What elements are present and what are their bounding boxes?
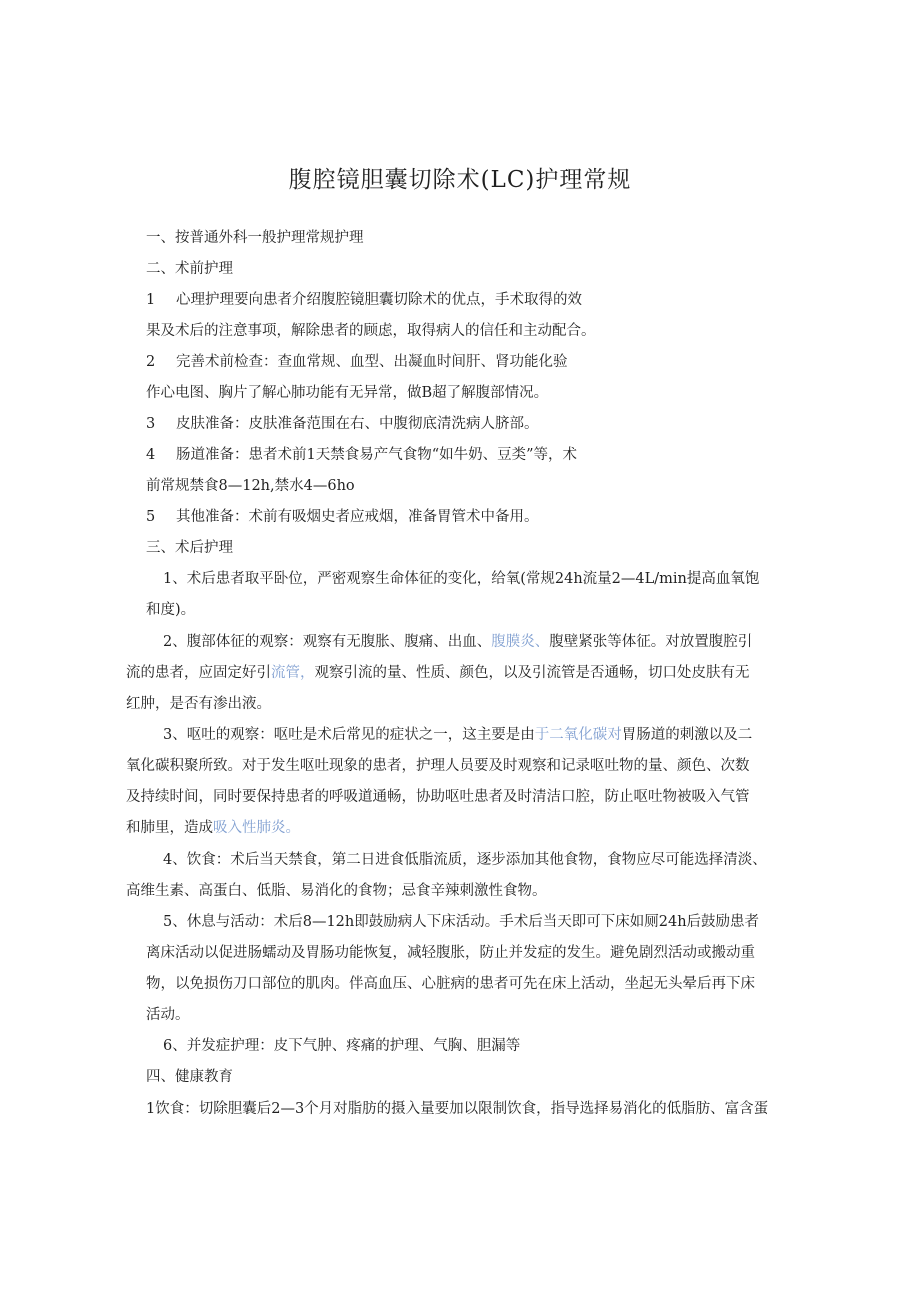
preop-item-1-text: 心理护理要向患者介绍腹腔镜胆囊切除术的优点，手术取得的效 (176, 292, 582, 308)
postop-2-text-b: 腹壁紧张等体征。对放置腹腔引 (549, 634, 753, 650)
postop-3-line-2: 氧化碳积聚所致。对于发生呕吐现象的患者，护理人员要及时观察和记录呕吐物的量、颜色、次数 (126, 758, 750, 774)
postop-3-line-1 (163, 720, 752, 751)
preop-item-5-text: 其他准备：术前有吸烟史者应戒烟，准备胃管术中备用。 (176, 509, 539, 525)
section-1-heading: 一、按普通外科一般护理常规护理 (146, 230, 364, 246)
postop-4-line-1: 4、饮食：术后当天禁食，第二日进食低脂流质，逐步添加其他食物，食物应尽可能选择清淡、 (163, 852, 767, 868)
preop-item-1 (146, 285, 582, 316)
drainage-tube-link[interactable]: 流管， (271, 665, 315, 681)
aspiration-pneumonia-link[interactable]: 吸入性肺炎。 (213, 820, 300, 836)
preop-item-2-cont: 作心电图、胸片了解心肺功能有无异常，做B超了解腹部情况。 (146, 385, 549, 401)
education-item-1: 1饮食：切除胆囊后2—3个月对脂肪的摄入量要加以限制饮食，指导选择易消化的低脂肪、富含蛋 (146, 1101, 769, 1117)
preop-item-5-num: 5 (146, 509, 156, 525)
postop-5-line-1: 5、休息与活动：术后8—12h即鼓励病人下床活动。手术后当天即可下床如厕24h后鼓励患者 (163, 914, 760, 930)
postop-2-line-1 (163, 627, 752, 658)
peritonitis-link[interactable]: 腹膜炎、 (491, 634, 550, 650)
section-2-heading: 二、术前护理 (146, 261, 233, 277)
postop-5-line-4: 活动。 (146, 1007, 190, 1023)
postop-6-line-1: 6、并发症护理：皮下气肿、疼痛的护理、气胸、胆漏等 (163, 1038, 521, 1054)
postop-5-line-3: 物，以免损伤刀口部位的肌肉。伴高血压、心脏病的患者可先在床上活动，坐起无头晕后再下床 (146, 976, 755, 992)
preop-item-3 (146, 409, 539, 440)
postop-1-line-2: 和度)。 (146, 602, 196, 618)
postop-2-text-c: 流的患者，应固定好引 (126, 665, 271, 681)
co2-link[interactable]: 于二氧化碳对 (534, 727, 622, 743)
document-title: 腹腔镜胆囊切除术(LC)护理常规 (288, 167, 632, 193)
postop-3-text-b: 胃肠道的刺激以及二 (621, 727, 753, 743)
preop-item-4-num: 4 (146, 447, 156, 463)
preop-item-3-num: 3 (146, 416, 156, 432)
postop-2-line-2 (126, 658, 750, 689)
postop-2-text-a: 2、腹部体征的观察：观察有无腹胀、腹痛、出血、 (163, 634, 492, 650)
postop-3-text-c: 和肺里，造成 (126, 820, 213, 836)
preop-item-1-num: 1 (146, 292, 156, 308)
postop-1-line-1: 1、术后患者取平卧位，严密观察生命体征的变化，给氧(常规24h流量2—4L/min提高血氧饱 (163, 571, 760, 587)
postop-2-text-d: 观察引流的量、性质、颜色，以及引流管是否通畅，切口处皮肤有无 (314, 665, 750, 681)
postop-3-text-a: 3、呕吐的观察：呕吐是术后常见的症状之一，这主要是由 (163, 727, 535, 743)
preop-item-2-num: 2 (146, 354, 156, 370)
postop-5-line-2: 离床活动以促进肠蠕动及胃肠功能恢复，减轻腹胀，防止并发症的发生。避免剧烈活动或搬动重 (146, 945, 755, 961)
postop-3-line-4 (126, 813, 300, 844)
section-4-heading: 四、健康教育 (146, 1069, 233, 1085)
postop-3-line-3: 及持续时间，同时要保持患者的呼吸道通畅，协助呕吐患者及时清洁口腔，防止呕吐物被吸入气管 (126, 789, 750, 805)
preop-item-4-cont: 前常规禁食8—12h,禁水4—6ho (146, 478, 355, 494)
section-3-heading: 三、术后护理 (146, 540, 233, 556)
preop-item-2-text: 完善术前检查：查血常规、血型、出凝血时间肝、肾功能化验 (176, 354, 568, 370)
preop-item-3-text: 皮肤准备：皮肤准备范围在右、中腹彻底清洗病人脐部。 (176, 416, 539, 432)
postop-2-line-3: 红肿，是否有渗出液。 (126, 696, 271, 712)
preop-item-1-cont: 果及术后的注意事项，解除患者的顾虑，取得病人的信任和主动配合。 (146, 323, 596, 339)
preop-item-5 (146, 502, 539, 533)
preop-item-2 (146, 347, 568, 378)
preop-item-4-text: 肠道准备：患者术前1天禁食易产气食物“如牛奶、豆类”等，术 (176, 447, 578, 463)
postop-4-line-2: 高维生素、高蛋白、低脂、易消化的食物；忌食辛辣刺激性食物。 (126, 883, 547, 899)
preop-item-4 (146, 440, 577, 471)
